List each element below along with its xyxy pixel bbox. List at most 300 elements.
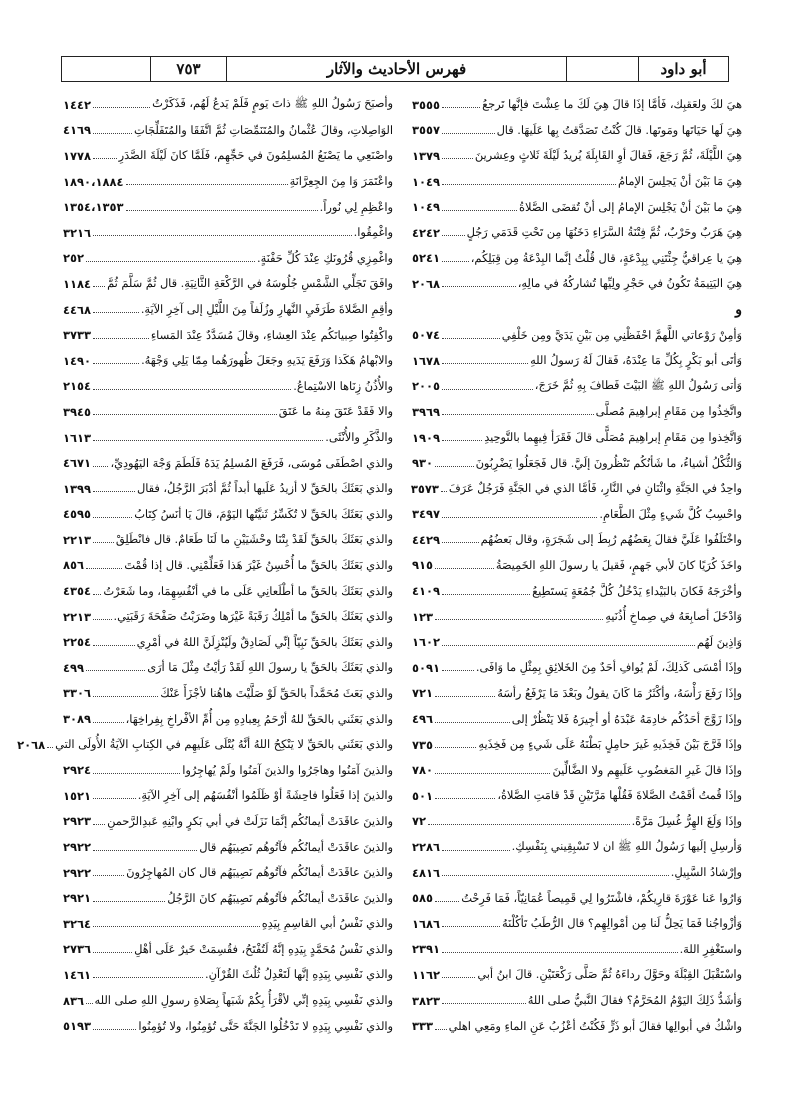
entry-text: وَاتَّخِذوا مِن مَقَامِ إبراهِيمَ مُصَلًّى قالَ فَقَرَأ فِيهِما بالتَّوحِيدِ (484, 431, 742, 445)
index-entry (63, 1013, 393, 1039)
index-entry (63, 143, 393, 169)
entry-text: واتَّخِذُوا مِن مَقَامِ إبراهِيمَ مُصلَّى (595, 405, 742, 419)
index-entry (63, 271, 393, 297)
hadith-number: ٧٢١ (412, 686, 434, 701)
index-entry (412, 553, 742, 579)
index-entry (63, 527, 393, 553)
leader-dots (93, 133, 132, 134)
hadith-number: ٢٢٨٦ (412, 840, 441, 855)
leader-dots (93, 414, 277, 415)
hadith-number: ٣٥٥٧ (412, 123, 441, 138)
entry-text: وَأشَدُّ ذَلِكَ اليَوْمُ المُحَرَّمُ؟ فقالَ النَّبيُّ صلى اللهُ (527, 994, 742, 1008)
entry-text: والابْهامُ هَكَذا وَرَفَعَ يَدَيهِ وجَعَلَ ظُهورَهُما مِمّا يَلِي وَجْهَهُ. (141, 354, 393, 368)
leader-dots (442, 594, 530, 595)
leader-dots (435, 722, 510, 723)
entry-text: وَالثُّكْلُ أشياءُ، ما شَأنُكُم تَنْظُرونَ إلَيَّ. قال فَجَعَلُوا يَضْرِبُونَ (475, 456, 742, 470)
index-entry (412, 706, 742, 732)
index-entry (63, 706, 393, 732)
hadith-number: ٤١٠٩ (412, 584, 441, 599)
book-title: أبو داود (638, 57, 728, 81)
entry-text: هِيَ يا عِراقيُّ جِئْتَنِي بِبِدْعَةٍ، قال قُلْتُ إنَّما البِدْعَةُ مِن قِبَلِكُم، (470, 251, 742, 265)
entry-text: والذي نَفْسِي بِيَدِهِ لا تَدْخُلُوا الجَنَّةَ حَتَّى تُؤمِنُوا، ولا تُؤمِنُوا (138, 1019, 393, 1033)
header-spacer (566, 57, 638, 81)
index-entry (412, 655, 742, 681)
hadith-number: ٢٠٠٥ (412, 379, 441, 394)
leader-dots (93, 696, 158, 697)
index-entry (412, 502, 742, 528)
index-entry (412, 1013, 742, 1039)
hadith-number: ٣٩٤٥ (63, 404, 92, 419)
hadith-number: ١٦٨٦ (412, 916, 441, 931)
leader-dots (442, 338, 500, 339)
index-entry (412, 169, 742, 195)
entry-text: هِيَ هَرَبٌ وحَرْبٌ، ثُمَّ فِتْنَةُ السَّرَاءِ دَخَنُهَا مِن تَحْتِ قَدَمَي رَجُلٍ (466, 226, 742, 240)
index-entry (412, 322, 742, 348)
index-entry (63, 885, 393, 911)
hadith-number: ١٦٧٨ (412, 353, 441, 368)
entry-text: وَأتى رَسُولُ اللهِ ﷺ البَيْتَ فَطافَ بِهِ ثُمَّ خَرَجَ، (534, 378, 742, 392)
index-entry (412, 92, 742, 118)
leader-dots (442, 875, 669, 876)
entry-text: هِيَ ما بَيْنَ أنْ يَجْلِسَ الإمامُ إلى أنْ تُقضَى الصَّلاةُ (519, 200, 742, 214)
hadith-number: ٥٠١ (412, 788, 434, 803)
leader-dots (93, 158, 117, 159)
hadith-number: ٢٢١٣ (63, 609, 92, 624)
leader-dots (442, 952, 677, 953)
entry-text: والذي بَعَثَ مُحَمَّداً بالحَقِّ لَوْ صَلَّيْتَ هاهُنا لأجْزَأَ عَنْكَ (160, 686, 393, 700)
entry-text: هيَ لكَ ولعَقبِك، فَأمَّا إذَا قالَ هِيَ لَكَ ما عِشْتَ فإنَّها تَرجعُ (482, 98, 742, 112)
leader-dots (93, 363, 139, 364)
index-entry (412, 220, 742, 246)
leader-dots (93, 952, 132, 953)
entry-text: هِيَ مَا بَيْنَ أنْ يَجلِسَ الإمامُ (617, 175, 742, 189)
leader-dots (435, 619, 603, 620)
index-entry (412, 425, 742, 451)
entry-text: والذي بَعَثَكَ بالحَقِّ لا تُكَسِّرُ ثَنيَّتُها اليَوْمَ، قالَ يَا أنَسُ كِتَابُ (134, 507, 393, 521)
entry-text: و (735, 301, 742, 318)
leader-dots (93, 542, 114, 543)
index-entry (63, 962, 393, 988)
entry-text: والذي بَعَثَكَ بالحَقِّ لا أزيدُ عَلَيها أبداً ثُمَّ أدْبَرَ الرَّجُلُ، فقال (137, 482, 393, 496)
leader-dots (93, 517, 132, 518)
entry-text: والذي نَفْسُ أبي القاسِمِ بِيَدِهِ (261, 917, 393, 931)
leader-dots (442, 261, 469, 262)
index-entry (412, 937, 742, 963)
hadith-number: ٧٨٠ (412, 763, 434, 778)
leader-dots (442, 133, 495, 134)
index-entry (63, 399, 393, 425)
leader-dots (93, 440, 323, 441)
hadith-number: ٤٤٢٩ (412, 532, 441, 547)
leader-dots (435, 901, 459, 902)
hadith-number: ٢٠٦٨ (17, 737, 46, 752)
index-entry (63, 92, 393, 118)
entry-text: الوَاصِلاتِ، وقالَ عُثْمانُ والمُتَنَمِّصَاتِ ثُمَّ اتَّفَقَا والمُتَفَلِّجَاتِ (133, 123, 393, 137)
hadith-number: ١٤٩٠ (63, 353, 92, 368)
leader-dots (93, 491, 135, 492)
hadith-number: ١٧٧٨ (63, 148, 92, 163)
index-entry (63, 809, 393, 835)
leader-dots (442, 286, 516, 287)
hadith-number: ١٤٦١ (63, 967, 92, 982)
index-entry (63, 297, 393, 323)
entry-text: واعْظِمِ لِي نُوراً. (319, 200, 393, 214)
leader-dots (442, 389, 533, 390)
hadith-number: ٢١٥٤ (63, 379, 92, 394)
index-entry (63, 246, 393, 272)
entry-text: والذي بَعَثَكَ بالحَقِّ نَبِيّاً إنِّي لَصَادِقٌ ولَيُنْزِلَنَّ اللهُ في أمْرِي (136, 635, 393, 649)
index-entry (63, 425, 393, 451)
index-entry (63, 553, 393, 579)
entry-text: وإذَا قُمتُ أقَمْتُ الصَّلاةَ فَقُلْها مَرَّتَيْنِ قَدْ قامَتِ الصَّلاةُ، (497, 789, 742, 803)
hadith-number: ٥٢٤١ (412, 251, 441, 266)
page-number: ٧٥٣ (150, 57, 226, 81)
index-entry (63, 655, 393, 681)
hadith-number: ٤٣٥٤ (63, 584, 92, 599)
index-entry (412, 604, 742, 630)
entry-text: وَأتَى أبو بَكْرٍ بِكُلِّ مَا عِنْدَهُ، فَقالَ لَهُ رَسولُ اللهِ (530, 354, 742, 368)
hadith-number: ٢٢٥٤ (63, 635, 92, 650)
hadith-number: ٤٨١٦ (412, 865, 441, 880)
hadith-number: ١٥٢١ (63, 788, 92, 803)
leader-dots (86, 568, 122, 569)
leader-dots (126, 210, 318, 211)
index-entry (63, 834, 393, 860)
entry-text: والذي بَعَثَكَ بالحَقِّ لَقَدْ بِتْنَا وحْشَيَيْنِ ما لَنَا طَعَامٌ. قال فانْطَلِقْ (115, 533, 393, 547)
index-entry (412, 834, 742, 860)
leader-dots (93, 594, 101, 595)
index-entry (412, 578, 742, 604)
entry-text: وَأرسِلِ إلَيها رَسُولُ اللهِ ﷺ ان لا تَسْبِقِيني بِنَفْسِكِ. (511, 839, 742, 853)
leader-dots (93, 773, 180, 774)
leader-dots (93, 645, 135, 646)
index-entry (63, 194, 393, 220)
leader-dots (435, 798, 495, 799)
hadith-number: ٢٩٢٢ (63, 840, 92, 855)
entry-text: والذي بَعَثَكَ بالحَقِّ ما أُحْسِنُ غَيْرَ هَذا فَعَلِّمْنِي. قال إذا قُمْتَ (124, 558, 393, 572)
hadith-number: ١٦٠٢ (412, 635, 441, 650)
entry-text: واعْتَمَرَ وَا مِنَ الجِعِرَّانَةِ (289, 175, 393, 189)
index-entry (412, 348, 742, 374)
entry-text: والذينَ عاقَدَتْ أيمانُكُم إنَّمَا نَزَلَتْ في أبي بَكرٍ وابْنِهِ عَبدِالرَّحمنِ (107, 814, 393, 828)
index-entry (63, 578, 393, 604)
leader-dots (435, 568, 494, 569)
leader-dots (93, 619, 111, 620)
index-entry (412, 988, 742, 1014)
leader-dots (93, 875, 124, 876)
entry-text: واشْكُ في أبوالِها فقالَ أبو ذَرٍّ فَكُنْتُ أعْزُبُ عَنِ الماءِ ومَعِي اهلي (448, 1019, 742, 1033)
entry-text: هِيَ اللَّيْلَةَ، ثُمَّ رَجَعَ، فَقالَ أوِ القَابِلَةَ يُريدُ لَيْلَةَ ثَلاثٍ وعِشرينَ (474, 149, 742, 163)
entry-text: والا فَقَدْ عَتَقَ مِنهُ ما عَتَقَ (278, 405, 393, 419)
leader-dots (435, 466, 474, 467)
hadith-number: ٢٩٢١ (63, 891, 92, 906)
entry-text: والذي نَفْسِي بِيَدِهِ إنَّها لَتَعْدِلُ ثُلُثَ القُرْآنِ. (204, 968, 393, 982)
hadith-number: ٢٥٢ (63, 251, 85, 266)
index-entry (412, 860, 742, 886)
entry-text: والذي اصْطَفَى مُوسَى، فَرَفَعَ المُسلِمُ يَدَهُ فَلَطَمَ وَجْهَ اليَهُودِيِّ، (110, 456, 393, 470)
index-entry (63, 757, 393, 783)
index-entry (412, 271, 742, 297)
index-entry (63, 348, 393, 374)
hadith-number: ٣٨٢٣ (412, 993, 441, 1008)
hadith-number: ٢٩٢٢ (63, 865, 92, 880)
index-entry (412, 885, 742, 911)
hadith-number: ٣٤٩٧ (412, 507, 441, 522)
hadith-number: ١٠٤٩ (412, 200, 441, 215)
entry-text: هِيَ اليَتِيمَةُ تَكُونُ في حَجْرِ ولِيِّها تُشاركُهُ في مالِهِ، (517, 277, 742, 291)
entry-text: وإذَا أمْسَى كَذلِكَ، لَمْ يُوافِ أحَدٌ مِنَ الخَلائِقِ بِمِثْلِ ما وَافَى. (475, 661, 742, 675)
entry-text: واستَغْفِرِ اللهَ. (679, 942, 742, 956)
entry-text: واحِدٌ في الجَنَّةِ واثْنَانِ في النَّارِ، فَأمَّا الذي في الجَنَّةِ فَرَجُلٌ عَرَفَ (448, 482, 742, 496)
leader-dots (442, 517, 597, 518)
entry-text: وأصبَحَ رَسُولُ اللهِ ﷺ ذاتَ يَومٍ فَلَمْ يَدعُ لَهُم، فَذَكَرْتُ (152, 97, 393, 111)
hadith-number: ٣٣٣ (412, 1019, 434, 1034)
index-entry (412, 297, 742, 323)
leader-dots (442, 977, 475, 978)
hadith-number: ٤٩٩ (63, 660, 85, 675)
leader-dots (93, 722, 124, 723)
entry-text: واغْمِقُوا. (353, 226, 393, 240)
index-entry (63, 988, 393, 1014)
index-entry (412, 118, 742, 144)
index-entry (412, 246, 742, 272)
entry-text: والذينَ عاقَدَتْ أيمانُكُم فآتُوهُم نَصِيبَهُم قال كان المُهاجِرُونَ (126, 866, 393, 880)
header-spacer (62, 57, 150, 81)
index-entry (63, 322, 393, 348)
hadith-number: ٧٢ (412, 814, 427, 829)
hadith-number: ٢٣٩١ (412, 942, 441, 957)
hadith-number: ١٢٣ (412, 609, 434, 624)
entry-text: والذي بَعَثَكَ بالحَقِّ ما أطْلَعانِي عَلَى ما في أنْفُسِهِمَا، وما شَعَرْتُ (103, 584, 393, 598)
leader-dots (86, 1003, 92, 1004)
index-entry (63, 220, 393, 246)
hadith-number: ٣٩٦٩ (412, 404, 441, 419)
page-header (61, 56, 729, 82)
index-entry (63, 374, 393, 400)
leader-dots (93, 798, 136, 799)
hadith-number: ٣٠٨٩ (63, 712, 92, 727)
entry-text: وَاذِينَ لَهُم (696, 635, 742, 649)
leader-dots (93, 107, 150, 108)
hadith-number: ٢٧٣٦ (63, 942, 92, 957)
leader-dots (442, 107, 480, 108)
entry-text: وافَقَ تَجَلِّي الشَّمْسِ جُلُوسَهُ في الرَّكْعَةِ الثَّانِيَةِ. قال ثُمَّ سَلَّمَ ثُمَّ (107, 277, 393, 291)
index-entry (17, 732, 393, 758)
leader-dots (442, 210, 517, 211)
entry-text: واغْمِزِي قُرُونَكِ عِنْدَ كُلِّ حَفْنَةٍ. (257, 251, 393, 265)
entry-text: وأخْرَجَهُ فَكانَ بالبَيْداءِ يَدْخُلُ كُلَّ جُمُعَةٍ يَستَطِيعُ (532, 584, 742, 598)
index-entry (63, 476, 393, 502)
entry-text: والذينَ عاقَدَتْ أيمانُكُم فآتُوهُم نَصِيبَهُم كانَ الرَّجُلُ (167, 891, 393, 905)
leader-dots (126, 184, 288, 185)
leader-dots (47, 747, 53, 748)
index-entry (412, 450, 742, 476)
index-entry (412, 399, 742, 425)
leader-dots (442, 1003, 526, 1004)
index-entry (412, 757, 742, 783)
hadith-number: ١٣٥٤،١٣٥٣ (63, 200, 124, 215)
hadith-number: ٣٧٣٣ (63, 328, 92, 343)
entry-text: وإذَا وَلَغَ الهِرُّ غُسِلَ مَرَّةً. (631, 814, 742, 828)
index-entry (63, 937, 393, 963)
hadith-number: ١٦١٣ (63, 430, 92, 445)
leader-dots (442, 926, 500, 927)
leader-dots (93, 901, 165, 902)
index-entry (63, 502, 393, 528)
index-entry (412, 476, 742, 502)
index-entry (63, 604, 393, 630)
entry-text: وإذَا رَفَعَ رَأْسَهُ، وأكْثَرُ مَا كَانَ يقولُ وبَعْدَ مَا يَرْفَعُ رأسَهُ (497, 686, 742, 700)
index-entry (412, 809, 742, 835)
leader-dots (93, 286, 105, 287)
leader-dots (93, 466, 108, 467)
leader-dots (441, 491, 447, 492)
leader-dots (93, 312, 139, 313)
leader-dots (435, 1029, 447, 1030)
index-entry (412, 681, 742, 707)
index-column-right (412, 92, 742, 1039)
leader-dots (428, 824, 630, 825)
entry-text: هِيَ لَها حَيَاتَها ومَوتَها. قالَ كُنْتُ تَصَدَّقتُ بِها عَلَيهَا. قال (496, 123, 742, 137)
entry-text: وإذَا زَوَّجَ أحَدُكُم خادِمَهُ عَبْدَهُ أو أجِيرَهُ فَلا يَنْظُرْ إلى (511, 712, 742, 726)
leader-dots (93, 1029, 136, 1030)
hadith-number: ٩٣٠ (412, 456, 434, 471)
index-entry (63, 629, 393, 655)
index-entry (412, 374, 742, 400)
index-entry (63, 169, 393, 195)
entry-text: والذي بَعَثَني بالحَقِّ لا يَنْكِحُ اللهُ أنَّهُ يُتْلَى عَلَيهِم في الكِتابِ الآيَةُ الأُولَى التي (55, 738, 393, 752)
hadith-number: ١٨٩٠،١٨٨٤ (63, 174, 124, 189)
index-entry (63, 783, 393, 809)
hadith-number: ٢٩٢٣ (63, 814, 92, 829)
hadith-number: ١١٦٢ (412, 967, 441, 982)
index-entry (412, 783, 742, 809)
index-entry (412, 911, 742, 937)
entry-text: واخَذَ كُرَيًا كانَ لأبي جَهمٍ، فَقيلَ يا رسولَ اللهِ الخَمِيصَةُ (495, 558, 742, 572)
entry-text: وأقِمِ الصَّلاةَ طَرَفَيِ النَّهارِ وزُلَفاً مِنَ اللَّيْلِ إلى آخِرِ الآيَةِ. (140, 303, 393, 317)
entry-text: والأُذُنُ زِنَاها الاسْتِماعُ. (293, 379, 393, 393)
entry-text: والذينَ آمَنُوا وهاجَرُوا والذينَ آمَنُوا ولَمْ يُهاجِرُوا (182, 763, 393, 777)
leader-dots (442, 542, 479, 543)
hadith-number: ٢٢١٣ (63, 532, 92, 547)
hadith-number: ٣٢٦٤ (63, 916, 92, 931)
index-entry (412, 629, 742, 655)
hadith-number: ١٣٧٩ (412, 148, 441, 163)
leader-dots (442, 184, 616, 185)
hadith-number: ١١٨٤ (63, 276, 92, 291)
index-entry (63, 450, 393, 476)
leader-dots (435, 747, 476, 748)
leader-dots (93, 235, 352, 236)
entry-text: وإذَا قالَ غَيرِ المَغضُوبِ عَلَيهِم ولا الضَّالِّينَ (552, 763, 742, 777)
entry-text: واسْتَقْبَلَ القِبْلَةَ وحَوَّلَ رداءَهُ ثُمَّ صَلَّى رَكْعَتَيْنِ. قالَ ابنُ أبي (477, 968, 742, 982)
hadith-number: ٢٠٦٨ (412, 276, 441, 291)
index-entry (63, 681, 393, 707)
index-entry (412, 143, 742, 169)
index-title: فهرس الأحاديث والآثار (226, 57, 566, 81)
index-entry (412, 527, 742, 553)
hadith-number: ٣٥٥٥ (412, 97, 441, 112)
index-entry (412, 194, 742, 220)
leader-dots (442, 158, 473, 159)
entry-text: واصْنَعِي ما يَصْنَعُ المُسلِمُونَ في حَجِّهِم، فَلَمَّا كانَ لَيْلَةَ الصَّدَرِ (118, 149, 393, 163)
entry-text: واحْسِبُ كُلَّ شَيءٍ مِثْلَ الطَّعَامِ. (599, 507, 742, 521)
leader-dots (93, 850, 197, 851)
leader-dots (442, 440, 482, 441)
index-entry (412, 962, 742, 988)
entry-text: وَادْخَلَ أصابِعَهُ في صِماخِ أُذُنَيهِ (605, 610, 742, 624)
entry-text: واخْتَلَفُوا عَلَيَّ فقالَ بِعَضُهُم رُبِطَ إلى شَجَرَةٍ، وقال بَعضُهُم (480, 533, 742, 547)
entry-text: والذينَ عاقَدَتْ أيمانُكُم فآتُوهُم نَصِيبَهُم قال (199, 840, 393, 854)
hadith-number: ٤٩٦ (412, 712, 434, 727)
entry-text: وإذَا فَرَّجَ بَيْنَ فَخِذَيهِ غَيرَ حامِلٍ بَطْنَهُ عَلَى شَيءٍ مِن فَخِذَيهِ (478, 738, 742, 752)
leader-dots (442, 363, 528, 364)
index-column-left (17, 92, 393, 1039)
hadith-number: ٢٩٢٤ (63, 763, 92, 778)
leader-dots (86, 670, 145, 671)
leader-dots (93, 926, 260, 927)
hadith-number: ٧٣٥ (412, 737, 434, 752)
entry-text: والذي نَفْسُ مُحَمَّدٍ بِيَدِهِ إنَّهُ لَتُفْتَحُ، فقُسِمَتْ خَيرٌ عَلَى أهْلِ (134, 942, 393, 956)
leader-dots (442, 414, 594, 415)
hadith-number: ١٣٩٩ (63, 481, 92, 496)
leader-dots (86, 261, 255, 262)
hadith-number: ١٤٤٢ (63, 97, 92, 112)
hadith-number: ٨٣٦ (63, 993, 85, 1008)
hadith-number: ٣٥٧٣ (410, 481, 439, 496)
entry-text: واكْفِتُوا صِبيانَكُم عِنْدَ العِشاءِ، وقالَ مُسَدَّدٌ عِنْدَ المَساءِ (150, 328, 393, 342)
index-entry (412, 732, 742, 758)
entry-text: والذي نَفْسِي بِيَدِهِ إنِّي لأقْرَأُ بِكُمْ شَبَهاً بِصَلاةِ رسولِ اللهِ صلى الله (94, 994, 393, 1008)
leader-dots (93, 338, 149, 339)
hadith-number: ٣٣٠٦ (63, 686, 92, 701)
hadith-number: ١٠٤٩ (412, 174, 441, 189)
entry-text: والذي بَعَثَكَ بالحَقِّ يا رسولَ اللهِ لَقَدْ رَأيْتُ مِثْلَ مَا أرَى (147, 661, 393, 675)
entry-text: والذينَ إذا فَعَلُوا فاحِشَةً أوْ ظَلَمُوا أنْفُسَهُم إلى آخِرِ الآيَةِ. (137, 789, 393, 803)
entry-text: وَأزْواجُنا فَمَا يَحِلُّ لَنا مِن أمْوالِهِم؟ قال الرُّطَبُ تَأكُلْنَهُ (502, 917, 742, 931)
hadith-number: ٤٢٤٢ (412, 225, 441, 240)
hadith-number: ٥٨٥ (412, 891, 434, 906)
leader-dots (442, 670, 474, 671)
leader-dots (442, 850, 510, 851)
hadith-number: ٤١٦٩ (63, 123, 92, 138)
leader-dots (93, 824, 105, 825)
entry-text: والذَّكَرِ والأُنْثَى. (325, 431, 393, 445)
hadith-number: ٥٠٩١ (412, 660, 441, 675)
hadith-number: ٤٤٦٨ (63, 302, 92, 317)
entry-text: وَارُوا عَنا عَوْرَةَ قارِيكُمْ، فاشْتَرُوا لِي قَمِيصاً عُمَانِيّاً، فَمَا فَرِحْتُ (461, 891, 742, 905)
hadith-number: ١٩٠٩ (412, 430, 441, 445)
leader-dots (435, 696, 495, 697)
index-entry (63, 911, 393, 937)
entry-text: والذي بَعَثَكَ بالحَقِّ ما أمْلِكُ رَقَبَةً غَيْرَها وضَرَبْتُ صَفْحَةَ رَقَبَتِي. (113, 610, 393, 624)
hadith-number: ٤٦٧١ (63, 456, 92, 471)
hadith-number: ٥٠٧٤ (412, 328, 441, 343)
leader-dots (93, 389, 291, 390)
hadith-number: ٣٢١٦ (63, 225, 92, 240)
leader-dots (435, 773, 550, 774)
leader-dots (442, 645, 695, 646)
leader-dots (93, 977, 203, 978)
hadith-number: ٤٥٩٥ (63, 507, 92, 522)
entry-text: والذي بَعَثَني بالحَقِّ للهُ أرْحَمُ بِعِبادِهِ مِن أُمِّ الأفْراخِ بِفِراخِهَا، (125, 712, 393, 726)
hadith-number: ٩١٥ (412, 558, 434, 573)
index-entry (63, 860, 393, 886)
hadith-number: ٨٥٦ (63, 558, 85, 573)
hadith-number: ٥١٩٣ (63, 1019, 92, 1034)
index-entry (63, 118, 393, 144)
entry-text: وإرْشادُ السَّبِيلِ. (670, 866, 742, 880)
